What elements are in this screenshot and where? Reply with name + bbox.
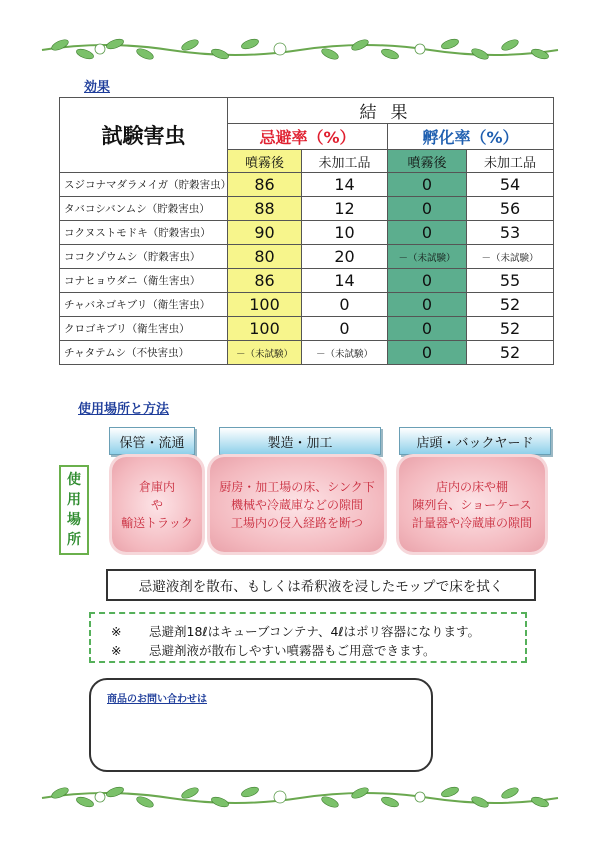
pest-name: タバコシバンムシ（貯穀害虫）: [60, 197, 228, 221]
hatch-untreated-value: 54: [467, 173, 554, 197]
storefront-backyard-header: 店頭・バックヤード: [399, 427, 551, 455]
col-header-untreated: 未加工品: [467, 150, 554, 173]
hatch-untreated-value: －（未試験）: [467, 245, 554, 269]
note-line: ※ 忌避剤液が散布しやすい噴霧器もご用意できます。: [111, 643, 436, 658]
contact-box: [89, 678, 433, 772]
pest-name: コナヒョウダニ（衛生害虫）: [60, 269, 228, 293]
hatch-sprayed-value: 0: [388, 197, 467, 221]
repellency-sprayed-value: 86: [228, 173, 302, 197]
repellency-sprayed-value: 88: [228, 197, 302, 221]
table-row: [60, 341, 554, 365]
test-results-table: [59, 97, 554, 365]
hatch-sprayed-value: －（未試験）: [388, 245, 467, 269]
effects-section-title: 効果: [84, 80, 111, 95]
repellency-sprayed-value: 86: [228, 269, 302, 293]
hatch-untreated-value: 52: [467, 341, 554, 365]
table-row: [60, 173, 554, 197]
usage-method-text: 忌避液剤を散布、もしくは希釈液を浸したモップで床を拭く: [106, 569, 536, 601]
storage-locations-box: 倉庫内 や 輸送トラック: [112, 457, 202, 552]
col-header-sprayed: 噴霧後: [228, 150, 302, 173]
repellency-untreated-value: 14: [302, 269, 388, 293]
contact-label: 商品のお問い合わせは: [107, 694, 207, 705]
usage-location-label: 使 用 場 所: [59, 465, 89, 555]
hatch-untreated-value: 56: [467, 197, 554, 221]
hatch-sprayed-value: 0: [388, 221, 467, 245]
storefront-locations-box: 店内の床や棚 陳列台、ショーケース 計量器や冷蔵庫の隙間: [399, 457, 545, 552]
leaf-vine-bottom-decoration: [40, 784, 560, 810]
storage-distribution-header: 保管・流通: [109, 427, 195, 455]
repellency-rate-header: 忌避率（%）: [228, 124, 388, 150]
repellency-untreated-value: 10: [302, 221, 388, 245]
pest-name: チャタテムシ（不快害虫）: [60, 341, 228, 365]
col-header-sprayed: 噴霧後: [388, 150, 467, 173]
result-header: 結果: [228, 98, 554, 124]
repellency-sprayed-value: －（未試験）: [228, 341, 302, 365]
manufacturing-processing-header: 製造・加工: [219, 427, 381, 455]
repellency-untreated-value: 20: [302, 245, 388, 269]
table-row: [60, 197, 554, 221]
repellency-sprayed-value: 100: [228, 293, 302, 317]
hatch-rate-header: 孵化率（%）: [388, 124, 554, 150]
hatch-sprayed-value: 0: [388, 341, 467, 365]
table-row: [60, 293, 554, 317]
repellency-sprayed-value: 80: [228, 245, 302, 269]
pest-name: クロゴキブリ（衛生害虫）: [60, 317, 228, 341]
pest-name: ココクゾウムシ（貯穀害虫）: [60, 245, 228, 269]
repellency-untreated-value: 12: [302, 197, 388, 221]
notes-box: [89, 612, 527, 663]
repellency-untreated-value: 14: [302, 173, 388, 197]
repellency-untreated-value: －（未試験）: [302, 341, 388, 365]
hatch-untreated-value: 52: [467, 293, 554, 317]
hatch-untreated-value: 52: [467, 317, 554, 341]
pest-name: チャバネゴキブリ（衛生害虫）: [60, 293, 228, 317]
col-header-untreated: 未加工品: [302, 150, 388, 173]
repellency-sprayed-value: 90: [228, 221, 302, 245]
pest-column-header: 試験害虫: [60, 98, 228, 173]
table-row: [60, 269, 554, 293]
hatch-sprayed-value: 0: [388, 317, 467, 341]
table-row: [60, 317, 554, 341]
hatch-sprayed-value: 0: [388, 293, 467, 317]
hatch-sprayed-value: 0: [388, 269, 467, 293]
hatch-untreated-value: 53: [467, 221, 554, 245]
manufacturing-locations-box: 厨房・加工場の床、シンク下 機械や冷蔵庫などの隙間 工場内の侵入経路を断つ: [210, 457, 384, 552]
hatch-untreated-value: 55: [467, 269, 554, 293]
pest-name: スジコナマダラメイガ（貯穀害虫）: [60, 173, 228, 197]
repellency-untreated-value: 0: [302, 293, 388, 317]
table-row: [60, 221, 554, 245]
leaf-vine-top-decoration: [40, 36, 560, 62]
usage-section-title: 使用場所と方法: [78, 402, 170, 417]
table-row: [60, 245, 554, 269]
note-line: ※ 忌避剤18ℓはキューブコンテナ、4ℓはポリ容器になります。: [111, 624, 481, 639]
repellency-untreated-value: 0: [302, 317, 388, 341]
hatch-sprayed-value: 0: [388, 173, 467, 197]
repellency-sprayed-value: 100: [228, 317, 302, 341]
pest-name: コクヌストモドキ（貯穀害虫）: [60, 221, 228, 245]
